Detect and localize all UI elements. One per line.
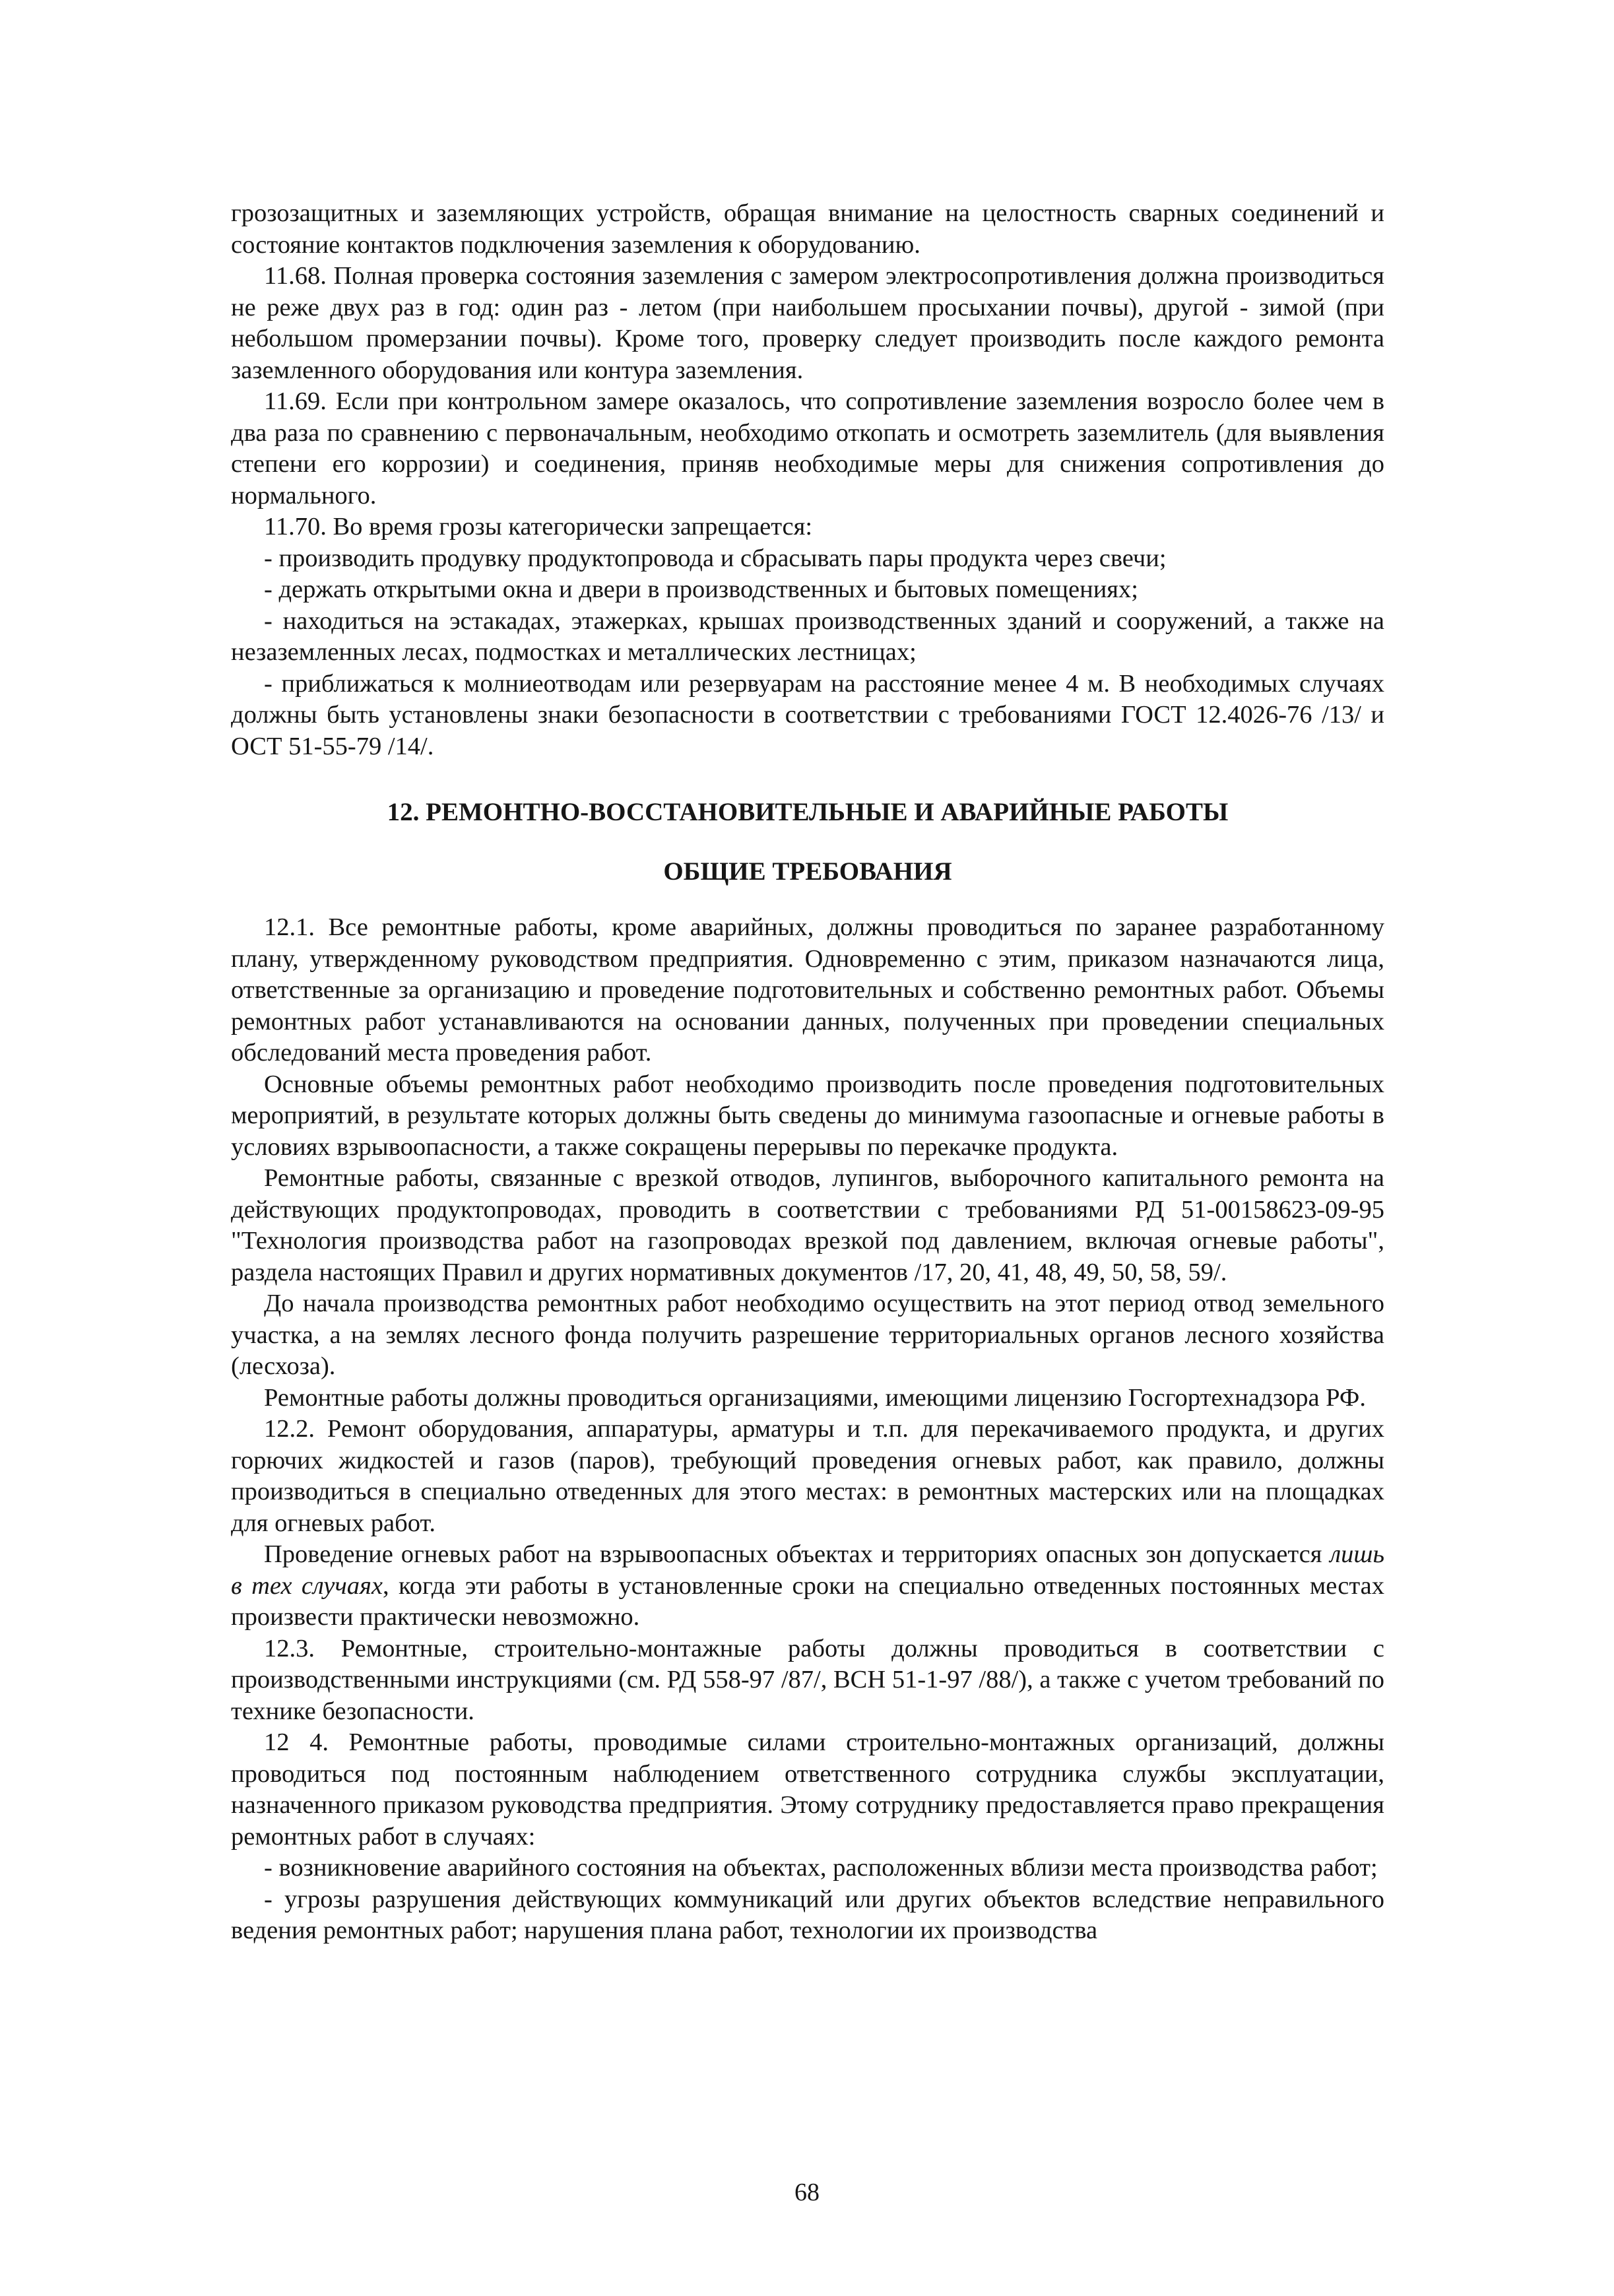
paragraph-continuation: грозозащитных и заземляющих устройств, обращая внимание на целостность сварных соединений и состояние контактов подключения заземления к оборудованию.: [231, 199, 1384, 259]
list-item-windows: - держать открытыми окна и двери в производственных и бытовых помещениях;: [264, 575, 1138, 603]
paragraph-12-2: 12.2. Ремонт оборудования, аппаратуры, арматуры и т.п. для перекачиваемого продукта, и других горючих жидкостей и газов (паров), требующий проведения огневых работ, как правило, должны производиться в специально отведенных для этого местах: в ремонтных мастерских или на площадках для огневых работ.: [231, 1415, 1384, 1537]
list-item-emergency: - возникновение аварийного состояния на объектах, расположенных вблизи места производства работ;: [264, 1854, 1378, 1882]
paragraph-12-1: 12.1. Все ремонтные работы, кроме аварийных, должны проводиться по заранее разработанному плану, утвержденному руководством предприятия. Одновременно с этим, приказом назначаются лица, ответственные за организацию и проведение подготовительных и собственно ремонтных работ. Объемы ремонтных работ устанавливаются на основании данных, полученных при проведении специальных обследований места проведения работ.: [231, 913, 1384, 1066]
paragraph-hot-works: [231, 1539, 1384, 1633]
hot-works-part-1: Проведение огневых работ на взрывоопасных объектах и территориях опасных зон допускается: [264, 1540, 1330, 1568]
list-item-destruction-threat: - угрозы разрушения действующих коммуникаций или других объектов вследствие неправильного ведения ремонтных работ; нарушения плана работ, технологии их производства: [231, 1885, 1384, 1944]
paragraph-11-68: 11.68. Полная проверка состояния заземления с замером электросопротивления должна производиться не реже двух раз в год: один раз - летом (при наибольшем просыхании почвы), другой - зимой (при небольшом промерзании почвы). Кроме того, проверку следует производить после каждого ремонта заземленного оборудования или контура заземления.: [231, 262, 1384, 384]
paragraph-tie-in-works: Ремонтные работы, связанные с врезкой отводов, лупингов, выборочного капитального ремонта на действующих продуктопроводах, проводить в соответствии с требованиями РД 51-00158623-09-95 "Технология производства работ на газопроводах врезкой под давлением, включая огневые работы", раздела настоящих Правил и других нормативных документов /17, 20, 41, 48, 49, 50, 58, 59/.: [231, 1164, 1384, 1286]
list-item-lightning-rods: - приближаться к молниеотводам или резервуарам на расстояние менее 4 м. В необходимых случаях должны быть установлены знаки безопасности в соответствии с требованиями ГОСТ 12.4026-76 /13/ и ОСТ 51-55-79 /14/.: [231, 669, 1384, 760]
paragraph-11-70: 11.70. Во время грозы категорически запрещается:: [264, 513, 813, 541]
list-item-purge: - производить продувку продуктопровода и сбрасывать пары продукта через свечи;: [264, 544, 1167, 572]
hot-works-emphasis: лишь в тех случаях: [231, 1540, 1384, 1600]
paragraph-license: Ремонтные работы должны проводиться организациями, имеющими лицензию Госгортехнадзора РФ.: [264, 1383, 1366, 1412]
paragraph-land-allotment: До начала производства ремонтных работ необходимо осуществить на этот период отвод земельного участка, а на землях лесного фонда получить разрешение территориальных органов лесного хозяйства (лесхоза).: [231, 1290, 1384, 1380]
list-item-trestles: - находиться на эстакадах, этажерках, крышах производственных зданий и сооружений, а также на незаземленных лесах, подмостках и металлических лестницах;: [231, 607, 1384, 666]
paragraph-12-3: 12.3. Ремонтные, строительно-монтажные работы должны проводиться в соответствии с производственными инструкциями (см. РД 558-97 /87/, ВСН 51-1-97 /88/), а также с учетом требований по технике безопасности.: [231, 1634, 1384, 1725]
subsection-title: ОБЩИЕ ТРЕБОВАНИЯ: [663, 857, 952, 886]
section-title: 12. РЕМОНТНО-ВОССТАНОВИТЕЛЬНЫЕ И АВАРИЙНЫЕ РАБОТЫ: [387, 798, 1229, 826]
paragraph-main-volumes: Основные объемы ремонтных работ необходимо производить после проведения подготовительных мероприятий, в результате которых должны быть сведены до минимума газоопасные и огневые работы в условиях взрывоопасности, а также сокращены перерывы по перекачке продукта.: [231, 1070, 1384, 1161]
document-page: [231, 198, 1384, 1947]
paragraph-11-69: 11.69. Если при контрольном замере оказалось, что сопротивление заземления возросло более чем в два раза по сравнению с первоначальным, необходимо откопать и осмотреть заземлитель (для выявления степени его коррозии) и соединения, приняв необходимые меры для снижения сопротивления до нормального.: [231, 387, 1384, 509]
paragraph-12-4: 12 4. Ремонтные работы, проводимые силами строительно-монтажных организаций, должны проводиться под постоянным наблюдением ответственного сотрудника службы эксплуатации, назначенного приказом руководства предприятия. Этому сотруднику предоставляется право прекращения ремонтных работ в случаях:: [231, 1728, 1384, 1851]
hot-works-part-2: , когда эти работы в установленные сроки на специально отведенных постоянных местах произвести практически невозможно.: [231, 1571, 1384, 1631]
page-number: 68: [794, 2179, 820, 2206]
